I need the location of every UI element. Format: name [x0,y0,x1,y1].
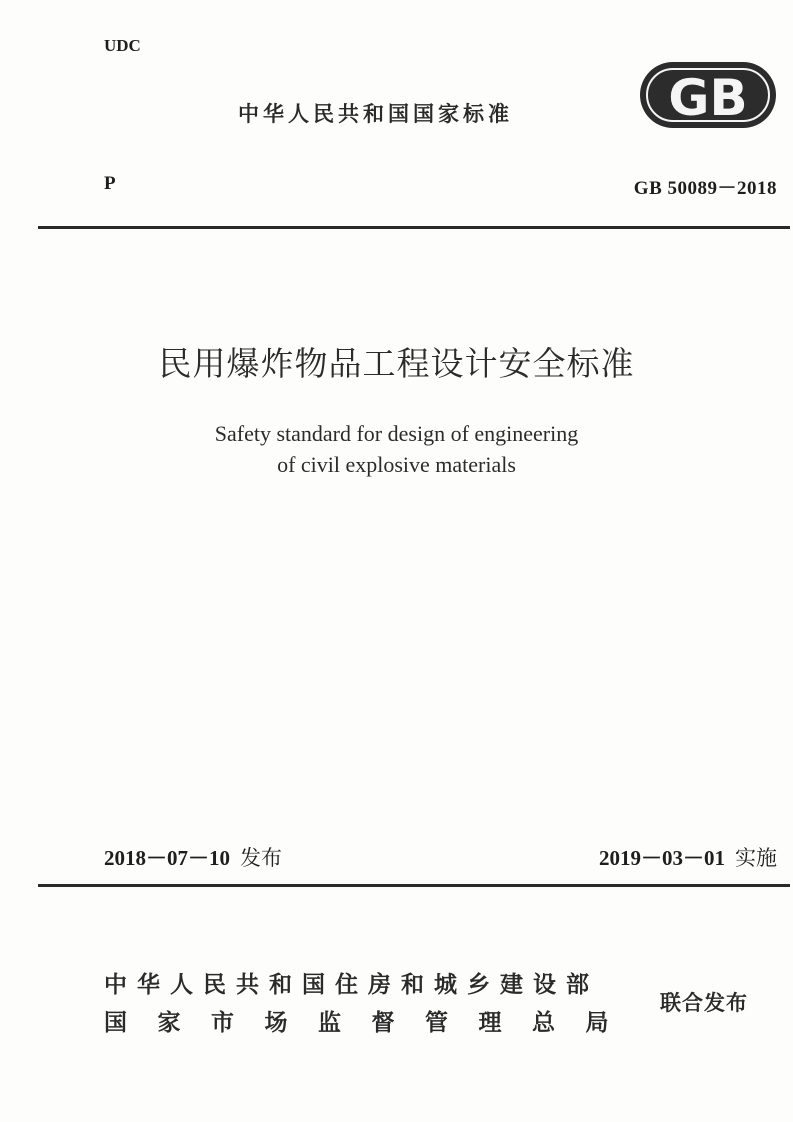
title-chinese: 民用爆炸物品工程设计安全标准 [158,344,635,383]
title-english [0,418,793,480]
publish-date: 2018－07－10 [104,846,230,870]
issuer-block [104,966,639,1042]
top-divider [38,226,790,229]
national-standard-heading: 中华人民共和国国家标准 [238,102,513,126]
standard-code: GB 50089－2018 [633,178,777,199]
gb-logo-text: GB [668,69,748,127]
implement-date: 2019－03－01 [599,846,725,870]
issuer-line2: 国家市场监督管理总局 [104,1010,639,1036]
bottom-divider [38,884,790,887]
implement-date-row [599,842,777,872]
publish-label: 发布 [240,846,282,870]
gb-logo [638,60,778,130]
issuer-line1: 中华人民共和国住房和城乡建设部 [104,972,599,998]
implement-label: 实施 [735,846,777,870]
title-english-line1: Safety standard for design of engineering [214,421,579,446]
publish-date-row [104,842,282,872]
classification-code: P [104,173,116,194]
title-english-line2: of civil explosive materials [277,452,516,477]
joint-issue-label: 联合发布 [660,991,748,1015]
udc-label: UDC [104,36,141,55]
